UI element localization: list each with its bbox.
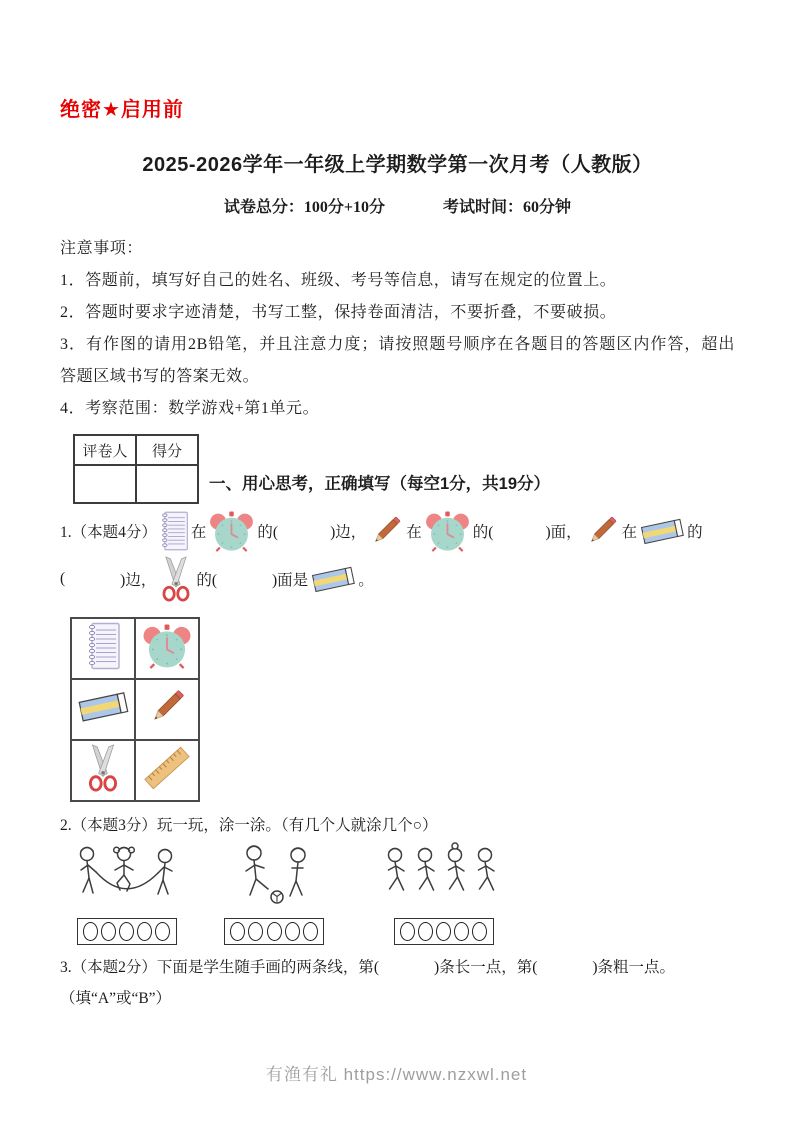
answer-blank <box>65 579 120 580</box>
exam-title: 2025-2026学年一年级上学期数学第一次月考（人教版） <box>142 154 653 176</box>
grid-cell-alarm-clock <box>135 618 199 679</box>
q1-picture-grid <box>70 617 200 802</box>
circle-box-3 <box>394 918 494 945</box>
q3-text: 3.（本题2分）下面是学生随手画的两条线，第( <box>60 959 380 976</box>
scissors-icon <box>158 556 194 602</box>
q1-text: 。 <box>358 572 374 589</box>
question-2-figure <box>60 841 735 945</box>
grid-cell-ruler <box>135 740 199 801</box>
question-3 <box>60 955 735 1008</box>
circle-marker <box>119 922 134 941</box>
score-label: 得分 <box>136 435 198 465</box>
pencil-icon <box>146 686 188 728</box>
circle-marker <box>155 922 170 941</box>
score-value-cell <box>136 465 198 503</box>
secrecy-label: 绝密★启用前 <box>60 99 184 121</box>
score-table <box>73 434 199 504</box>
exam-meta <box>60 194 735 217</box>
notebook-icon <box>85 622 121 670</box>
q3-line-1 <box>60 955 735 977</box>
q1-text: 的 <box>687 524 703 541</box>
q2-group-running <box>381 841 506 945</box>
notebook-icon <box>159 510 189 552</box>
grader-label: 评卷人 <box>74 435 136 465</box>
answer-blank <box>493 531 545 532</box>
soccer-kids-figure <box>232 841 317 913</box>
q1-text: )面是 <box>272 572 309 589</box>
question-1 <box>60 510 735 802</box>
ruler-icon <box>142 743 192 793</box>
total-score-label: 试卷总分：100分+10分 <box>223 199 386 216</box>
alarm-clock-icon <box>208 511 255 552</box>
q3-line-2: （填“A”或“B”） <box>60 990 172 1007</box>
question-2-text: 2.（本题3分）玩一玩，涂一涂。（有几个人就涂几个○） <box>60 817 438 834</box>
answer-blank <box>379 966 434 967</box>
eraser-icon <box>310 564 356 595</box>
answer-blank <box>537 966 592 967</box>
q2-group-soccer <box>229 841 319 945</box>
grid-cell-scissors <box>71 740 135 801</box>
q1-text: )边， <box>330 524 367 541</box>
q1-text: 在 <box>621 524 638 541</box>
alarm-clock-icon <box>141 624 193 669</box>
circle-marker <box>230 922 245 941</box>
running-kids-figure <box>381 841 506 913</box>
exam-time-label: 考试时间：60分钟 <box>443 199 572 216</box>
circle-marker <box>83 922 98 941</box>
note-item-2: 2．答题时要求字迹清楚，书写工整，保持卷面清洁，不要折叠，不要破损。 <box>60 304 617 321</box>
grader-value-cell <box>74 465 136 503</box>
q1-text: 的( <box>257 524 279 541</box>
q3-text: )条长一点，第( <box>434 959 538 976</box>
circle-marker <box>472 922 487 941</box>
q1-line-2 <box>60 556 735 602</box>
circle-box-2 <box>224 918 324 945</box>
circle-marker <box>418 922 433 941</box>
notes-section <box>60 233 735 425</box>
note-item-1: 1．答题前，填写好自己的姓名、班级、考号等信息，请写在规定的位置上。 <box>60 272 617 289</box>
pencil-icon <box>368 513 404 549</box>
q1-text: 的( <box>196 572 218 589</box>
answer-blank <box>217 579 272 580</box>
section1-heading: 一、用心思考，正确填写（每空1分，共19分） <box>209 475 551 493</box>
pencil-icon <box>584 513 620 549</box>
circle-marker <box>400 922 415 941</box>
jump-rope-kids-figure <box>74 841 179 913</box>
q1-text: 的( <box>472 524 494 541</box>
note-item-4: 4．考察范围：数学游戏+第1单元。 <box>60 400 320 417</box>
q1-text: 在 <box>406 524 422 541</box>
grid-cell-pencil <box>135 679 199 740</box>
q1-text: )面， <box>545 524 582 541</box>
q1-text: 在 <box>190 524 207 541</box>
circle-marker <box>303 922 318 941</box>
q2-group-jump-rope <box>74 841 179 945</box>
circle-marker <box>267 922 282 941</box>
alarm-clock-icon <box>424 511 471 552</box>
watermark-footer: 有渔有礼 https://www.nzxwl.net <box>265 1065 528 1084</box>
circle-marker <box>454 922 469 941</box>
q1-text: )边， <box>120 572 157 589</box>
answer-blank <box>278 531 330 532</box>
q1-line-1 <box>60 510 735 552</box>
grid-cell-notebook <box>71 618 135 679</box>
circle-box-1 <box>77 918 177 945</box>
eraser-icon <box>639 516 685 547</box>
circle-marker <box>248 922 263 941</box>
score-row <box>60 434 735 504</box>
q3-text: )条粗一点。 <box>592 959 676 976</box>
circle-marker <box>436 922 451 941</box>
q1-text: ( <box>60 570 66 587</box>
grid-cell-eraser <box>71 679 135 740</box>
eraser-icon <box>76 689 130 725</box>
scissors-icon <box>84 744 122 792</box>
note-item-3: 3．有作图的请用2B铅笔，并且注意力度；请按照题号顺序在各题目的答题区内作答，超出答题区域书写的答案无效。 <box>60 336 735 385</box>
q1-number: 1.（本题4分） <box>60 524 157 541</box>
notes-heading: 注意事项： <box>60 240 144 257</box>
circle-marker <box>137 922 152 941</box>
circle-marker <box>285 922 300 941</box>
circle-marker <box>101 922 116 941</box>
